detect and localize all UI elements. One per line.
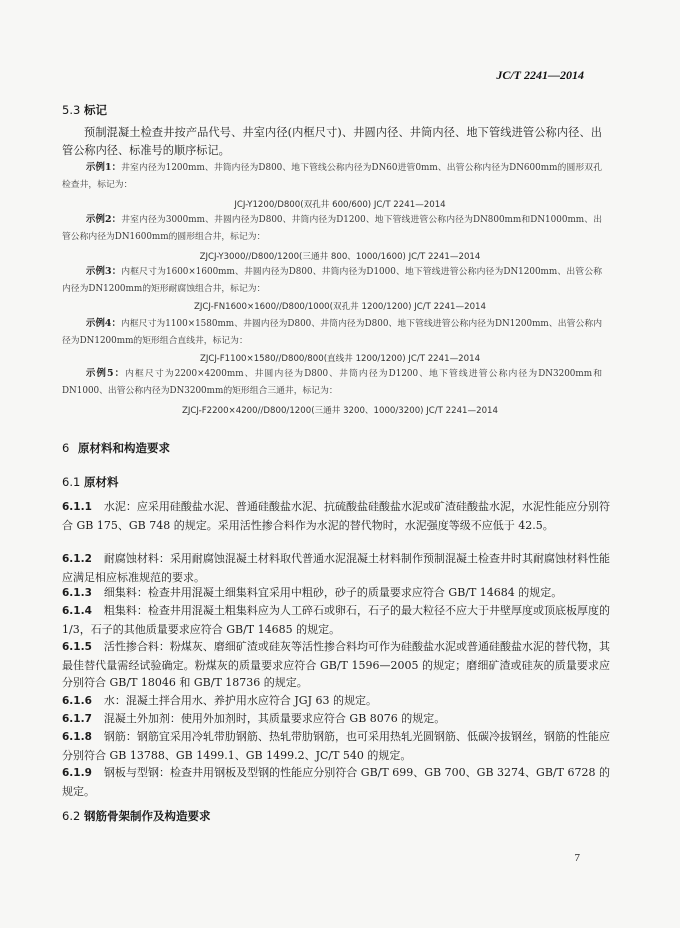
section-5-3-heading: 5.3 标记 [62, 103, 107, 117]
clause-6-1-2: 6.1.2 耐腐蚀材料：采用耐腐蚀混凝土材料取代普通水泥混凝土材料制作预制混凝土检查井时其耐腐蚀材料性能应满足相应标准规范的要求。 [62, 552, 610, 584]
section-6-heading: 6 原材料和构造要求 [62, 441, 170, 455]
example-4: 示例4：内框尺寸为1100×1580mm、井圆内径为D800、井筒内径为D800、地下管线进管公称内径为DN1200mm、出管公称内径为DN1200mm的矩形组合直线井，标记为： [62, 318, 602, 346]
example-4-code: ZJCJ-F1100×1580//D800/800(直线井 1200/1200) JC/T 2241—2014 [199, 354, 481, 364]
example-3: 示例3：内框尺寸为1600×1600mm、井圆内径为D800、井筒内径为D1000、地下管线进管公称内径为DN1200mm、出管公称内径为DN1200mm的矩形耐腐蚀组合井，标记为： [62, 266, 602, 294]
section-6-2-heading: 6.2 钢筋骨架制作及构造要求 [62, 809, 211, 823]
clause-6-1-1: 6.1.1 水泥：应采用硅酸盐水泥、普通硅酸盐水泥、抗硫酸盐硅酸盐水泥或矿渣硅酸盐水泥，水泥性能应分别符合 GB 175、GB 748 的规定。采用活性掺合料作为水泥的替代物时，水泥强度等级不应低于 42.5。 [62, 500, 610, 532]
example-2: 示例2：井室内径为3000mm、井圆内径为D800、井筒内径为D1200、地下管线进管公称内径为DN800mm和DN1000mm、出管公称内径为DN1600mm的圆形组合井，标记为： [62, 214, 602, 242]
clause-6-1-5: 6.1.5 活性掺合料：粉煤灰、磨细矿渣或硅灰等活性掺合料均可作为硅酸盐水泥或普通硅酸盐水泥的替代物，其最佳替代量需经试验确定。粉煤灰的质量要求应符合 GB/T 1596—2005 的规定；磨细矿渣或硅灰的质量要求应分别符合 GB/T 18046 和 GB/T 18736 的规定。 [62, 640, 610, 690]
example-1: 示例1：井室内径为1200mm、井筒内径为D800、地下管线公称内径为DN60进管0mm、出管公称内径为DN600mm的圆形双孔检查井，标记为： [62, 162, 602, 190]
example-5-code: ZJCJ-F2200×4200//D800/1200(三通井 3200、1000/3200) JC/T 2241—2014 [181, 406, 498, 416]
clause-6-1-8: 6.1.8 钢筋：钢筋宜采用冷轧带肋钢筋、热轧带肋钢筋，也可采用热轧光圆钢筋、低碳冷拔钢丝，钢筋的性能应分别符合 GB 13788、GB 1499.1、GB 1499.2、JC/T 540 的规定。 [62, 730, 610, 762]
clause-6-1-6: 6.1.6 水：混凝土拌合用水、养护用水应符合 JGJ 63 的规定。 [62, 694, 377, 707]
example-3-code: ZJCJ-FN1600×1600//D800/1000(双孔井 1200/1200) JC/T 2241—2014 [194, 302, 486, 312]
clause-6-1-7: 6.1.7 混凝土外加剂：使用外加剂时，其质量要求应符合 GB 8076 的规定。 [62, 712, 446, 725]
section-6-1-heading: 6.1 原材料 [62, 475, 119, 489]
clause-6-1-4: 6.1.4 粗集料：检查井用混凝土粗集料应为人工碎石或卵石，石子的最大粒径不应大于井壁厚度或顶底板厚度的 1/3，石子的其他质量要求应符合 GB/T 14685 的规定。 [62, 604, 610, 636]
example-1-code: JCJ-Y1200/D800(双孔井 600/600) JC/T 2241—2014 [234, 200, 446, 210]
standard-header: JC/T 2241—2014 [496, 68, 584, 82]
marking-intro: 预制混凝土检查井按产品代号、井室内径(内框尺寸)、井圆内径、井筒内径、地下管线进管公称内径、出管公称内径、标准号的顺序标记。 [62, 126, 602, 157]
clause-6-1-3: 6.1.3 细集料：检查井用混凝土细集料宜采用中粗砂，砂子的质量要求应符合 GB/T 14684 的规定。 [62, 586, 563, 599]
clause-6-1-9: 6.1.9 钢板与型钢：检查井用钢板及型钢的性能应分别符合 GB/T 699、GB 700、GB 3274、GB/T 6728 的规定。 [62, 766, 610, 798]
example-5: 示例5：内框尺寸为2200×4200mm、井圆内径为D800、井筒内径为D1200、地下管线进管公称内径为DN3200mm和DN1000、出管公称内径为DN3200mm的矩形组合三通井，标记为： [62, 368, 602, 396]
page-number: 7 [574, 852, 580, 864]
example-2-code: ZJCJ-Y3000//D800/1200(三通井 800、1000/1600) JC/T 2241—2014 [199, 252, 481, 262]
